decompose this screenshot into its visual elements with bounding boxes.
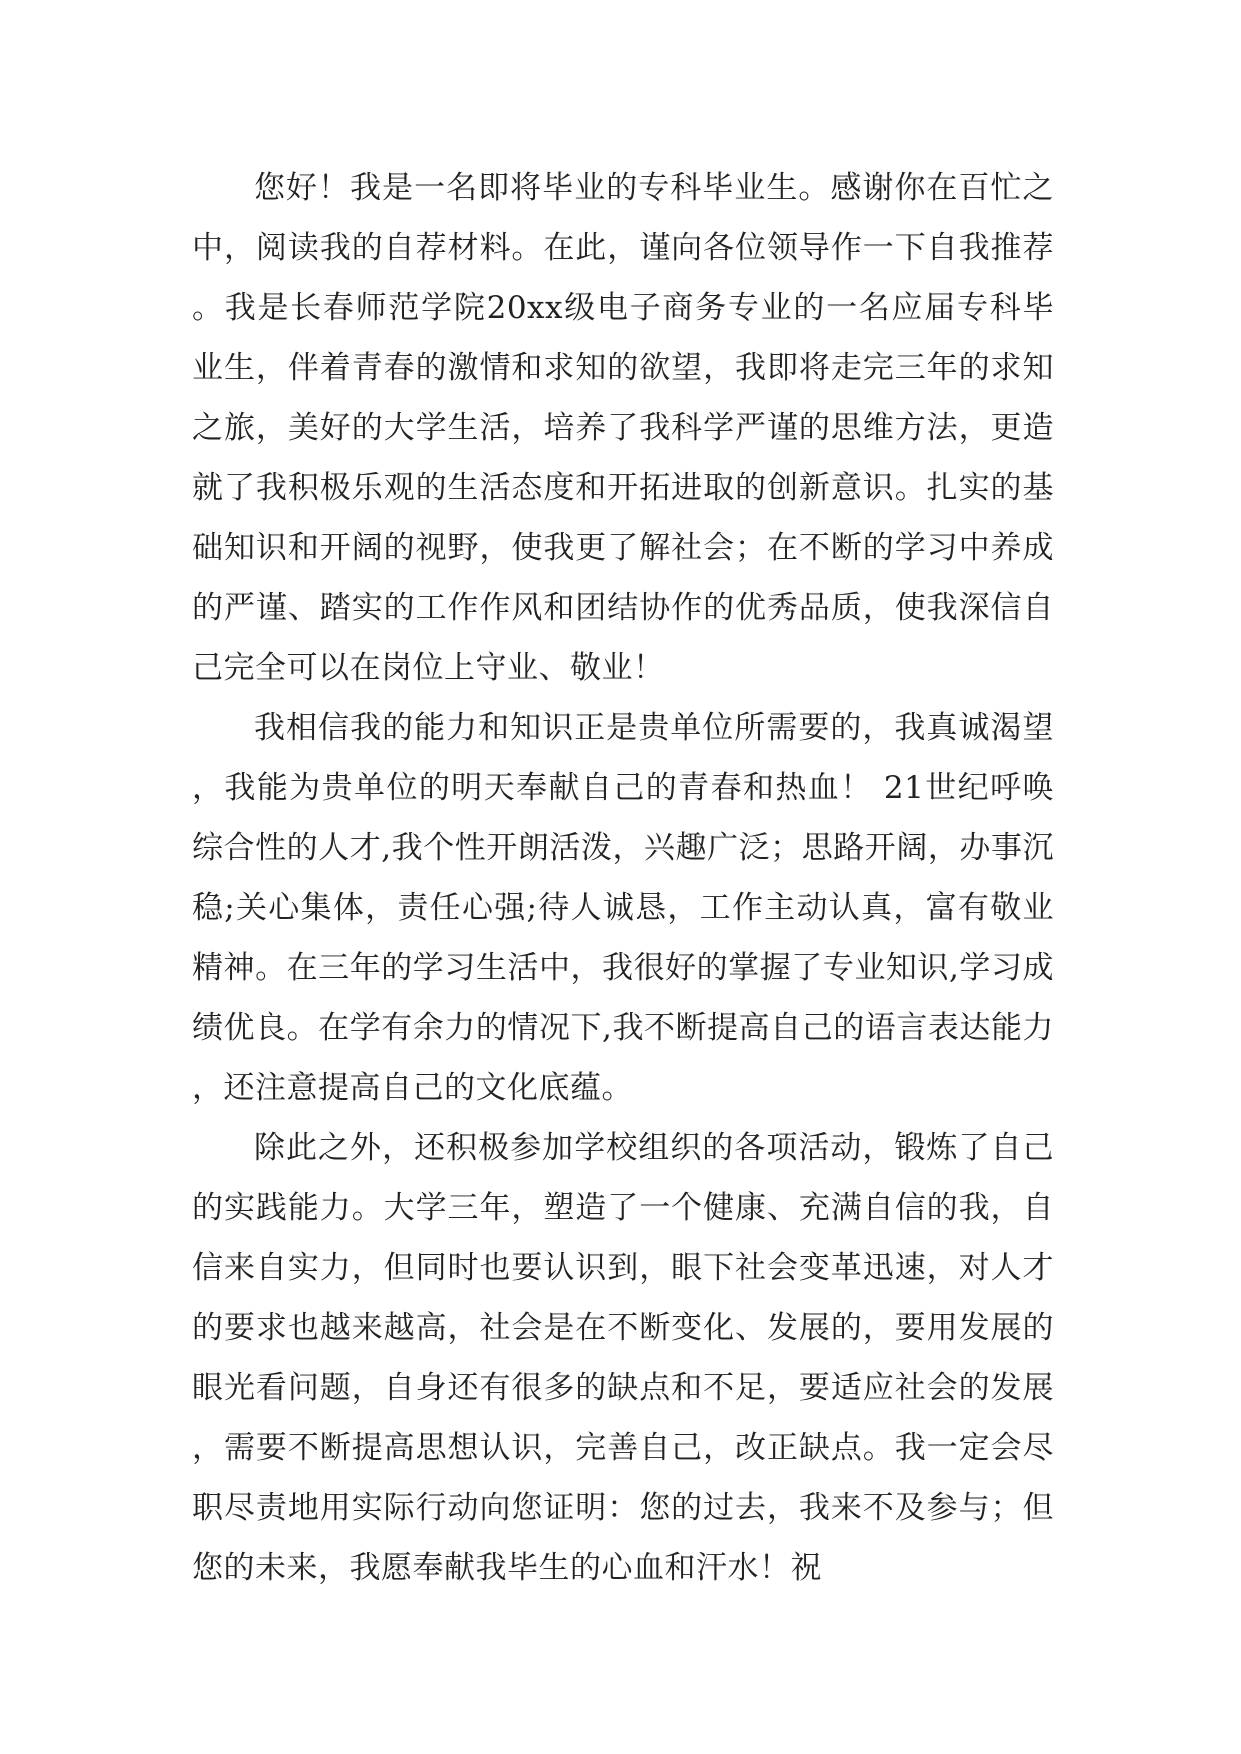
paragraph-3: 除此之外，还积极参加学校组织的各项活动，锻炼了自己的实践能力。大学三年，塑造了一个健康、充满自信的我，自信来自实力，但同时也要认识到，眼下社会变革迅速，对人才的要求也越来越高，社会是在不断变化、发展的，要用发展的眼光看问题，自身还有很多的缺点和不足，要适应社会的发展，需要不断提高思想认识，完善自己，改正缺点。我一定会尽职尽责地用实际行动向您证明：您的过去，我来不及参与；但您的未来，我愿奉献我毕生的心血和汗水！祝: [192, 1130, 1054, 1586]
paragraph-1: 您好！我是一名即将毕业的专科毕业生。感谢你在百忙之中，阅读我的自荐材料。在此，谨向各位领导作一下自我推荐。我是长春师范学院20xx级电子商务专业的一名应届专科毕业生，伴着青春的激情和求知的欲望，我即将走完三年的求知之旅，美好的大学生活，培养了我科学严谨的思维方法，更造就了我积极乐观的生活态度和开拓进取的创新意识。扎实的基础知识和开阔的视野，使我更了解社会；在不断的学习中养成的严谨、踏实的工作作风和团结协作的优秀品质，使我深信自己完全可以在岗位上守业、敬业！: [192, 170, 1054, 686]
letter-body: [192, 158, 1054, 1598]
paragraph-2: 我相信我的能力和知识正是贵单位所需要的，我真诚渴望，我能为贵单位的明天奉献自己的青春和热血！ 21世纪呼唤综合性的人才,我个性开朗活泼，兴趣广泛；思路开阔，办事沉稳;关心集体，责任心强;待人诚恳，工作主动认真，富有敬业精神。在三年的学习生活中，我很好的掌握了专业知识,学习成绩优良。在学有余力的情况下,我不断提高自己的语言表达能力，还注意提高自己的文化底蕴。: [192, 710, 1054, 1106]
